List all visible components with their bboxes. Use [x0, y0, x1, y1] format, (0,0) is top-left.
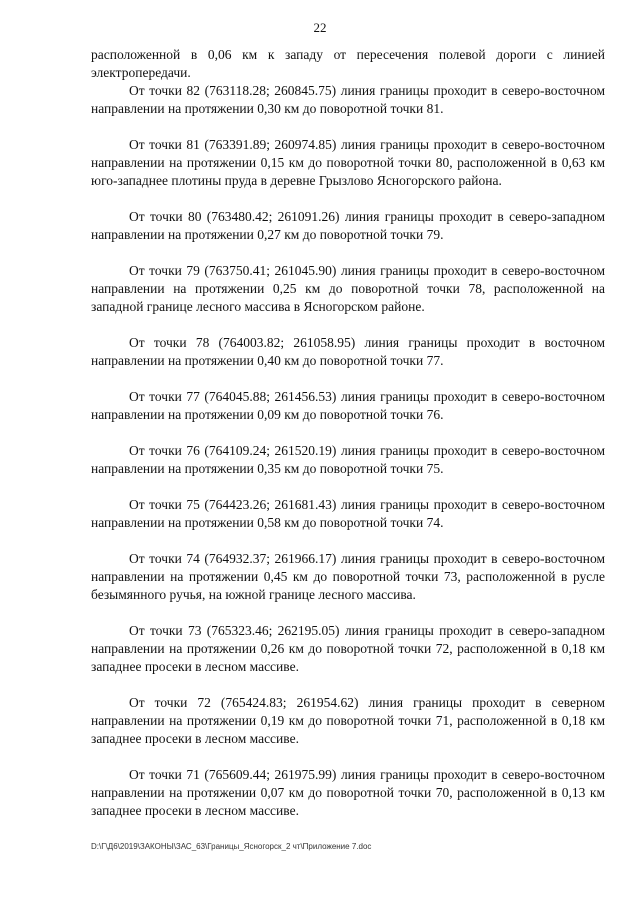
paragraph-point-77: От точки 77 (764045.88; 261456.53) линия границы проходит в северо-восточном направлении на протяжении 0,09 км до поворотной точки 76. — [91, 389, 605, 422]
paragraph-point-71: От точки 71 (765609.44; 261975.99) линия границы проходит в северо-восточном направлении на протяжении 0,07 км до поворотной точки 70, расположенной в 0,13 км западнее просеки в лесном массиве. — [91, 767, 605, 818]
footer-file-path: D:\Г\Д6\2019\ЗАКОНЫ\ЗАС_63\Границы_Ясногорск_2 чт\Приложение 7.doc — [91, 842, 372, 851]
paragraph-point-75: От точки 75 (764423.26; 261681.43) линия границы проходит в северо-восточном направлении на протяжении 0,58 км до поворотной точки 74. — [91, 497, 605, 530]
document-body — [91, 46, 605, 838]
paragraph-point-73: От точки 73 (765323.46; 262195.05) линия границы проходит в северо-западном направлении на протяжении 0,26 км до поворотной точки 72, расположенной в 0,18 км западнее просеки в лесном массиве. — [91, 623, 605, 674]
paragraph-continuation: расположенной в 0,06 км к западу от пересечения полевой дороги с линией электропередачи. — [91, 47, 605, 80]
paragraph-point-80: От точки 80 (763480.42; 261091.26) линия границы проходит в северо-западном направлении на протяжении 0,27 км до поворотной точки 79. — [91, 209, 605, 242]
paragraph-point-74: От точки 74 (764932.37; 261966.17) линия границы проходит в северо-восточном направлении на протяжении 0,45 км до поворотной точки 73, расположенной в русле безымянного ручья, на южной границе лесного массива. — [91, 551, 605, 602]
paragraph-point-79: От точки 79 (763750.41; 261045.90) линия границы проходит в северо-восточном направлении на протяжении 0,25 км до поворотной точки 78, расположенной на западной границе лесного массива в Ясногорском районе. — [91, 263, 605, 314]
paragraph-point-72: От точки 72 (765424.83; 261954.62) линия границы проходит в северном направлении на протяжении 0,19 км до поворотной точки 71, расположенной в 0,18 км западнее просеки в лесном массиве. — [91, 695, 605, 746]
paragraph-point-78: От точки 78 (764003.82; 261058.95) линия границы проходит в восточном направлении на протяжении 0,40 км до поворотной точки 77. — [91, 335, 605, 368]
paragraph-point-81: От точки 81 (763391.89; 260974.85) линия границы проходит в северо-восточном направлении на протяжении 0,15 км до поворотной точки 80, расположенной в 0,63 км юго-западнее плотины пруда в деревне Грызлово Ясногорского района. — [91, 137, 605, 188]
paragraph-point-76: От точки 76 (764109.24; 261520.19) линия границы проходит в северо-восточном направлении на протяжении 0,35 км до поворотной точки 75. — [91, 443, 605, 476]
paragraph-point-82: От точки 82 (763118.28; 260845.75) линия границы проходит в северо-восточном направлении на протяжении 0,30 км до поворотной точки 81. — [91, 83, 605, 116]
page-number: 22 — [313, 20, 327, 35]
